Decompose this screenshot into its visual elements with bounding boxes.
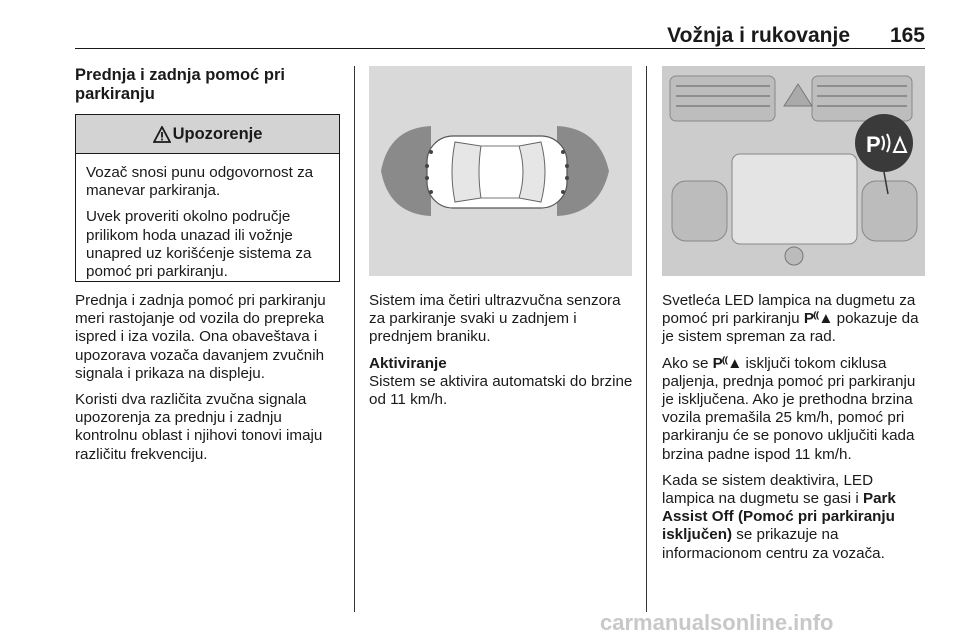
body-paragraph <box>662 472 928 563</box>
text-span: se prikazuje na informacionom centru za vozača. <box>662 526 885 562</box>
text-span: Kada se sistem deaktivira, LED lampica na dugmetu se gasi i <box>662 471 874 508</box>
chapter-title: Vožnja i rukovanje <box>667 24 850 47</box>
warning-paragraph: Vozač snosi punu odgovornost za manevar parkiranja. <box>86 164 314 200</box>
park-assist-icon: P⁽⁽▲ <box>803 310 833 328</box>
svg-text:P: P <box>866 132 881 157</box>
car-top-view-illustration <box>369 66 632 276</box>
body-paragraph <box>662 355 928 464</box>
watermark: carmanualsonline.info <box>600 610 834 635</box>
body-paragraph: Koristi dva različita zvučna signala upozorenja za prednju i zadnju kontrolnu oblast i njihovi tonovi imaju različitu frekvenciju. <box>75 391 323 463</box>
body-paragraph: Sistem se aktivira automatski do brzine od 11 km/h. <box>369 372 633 409</box>
warning-label: Upozorenje <box>172 124 263 143</box>
sensor-diagram-image <box>369 66 632 276</box>
warning-box <box>75 114 340 282</box>
column-divider <box>646 66 647 612</box>
page-header <box>75 18 925 49</box>
warning-triangle-icon <box>153 126 171 143</box>
subheading-activation: Aktiviranje <box>369 354 447 372</box>
warning-paragraph: Uvek proveriti okolno područje prilikom hoda unazad ili vožnje unapred uz korišćenje sistema za pomoć pri parkiranju. <box>86 208 312 281</box>
page-number: 165 <box>889 24 925 47</box>
park-assist-icon: P⁽⁽▲ <box>712 354 742 372</box>
warning-body <box>76 154 339 281</box>
text-span: Svetleća LED lampica na dugmetu za pomoć pri parkiranju <box>662 292 916 328</box>
text-span: pokazuje da je sistem spreman za rad. <box>662 310 919 346</box>
dashboard-illustration <box>662 66 925 276</box>
dashboard-button-image <box>662 66 925 276</box>
text-span: isključi tokom ciklusa paljenja, prednja pomoć pri parkiranju je isključena. Ako je prethodna brzina vozila premašila 25 km/h, pomoć pri parkiranju će se ponovo uključiti kada brzina padne ispod 11 km/h. <box>662 354 916 463</box>
column-divider <box>354 66 355 612</box>
bold-message: Park Assist Off (Pomoć pri parkiranju isključen) <box>662 490 896 544</box>
body-paragraph <box>662 292 928 347</box>
section-title: Prednja i zadnja pomoć pri parkiranju <box>75 66 285 103</box>
column-3-text <box>662 292 928 571</box>
body-paragraph: Sistem ima četiri ultrazvučna senzora za parkiranje svaki u zadnjem i prednjem braniku. <box>369 292 621 346</box>
column-1-text <box>75 292 343 472</box>
body-paragraph: Prednja i zadnja pomoć pri parkiranju meri rastojanje od vozila do prepreka ispred i iza vozila. Ona obaveštava i upozorava vozača davanjem zvučnih signala i prikaza na displeju. <box>75 292 326 382</box>
column-2-text <box>369 292 635 417</box>
text-span: Ako se <box>662 354 713 372</box>
warning-header <box>76 115 339 154</box>
